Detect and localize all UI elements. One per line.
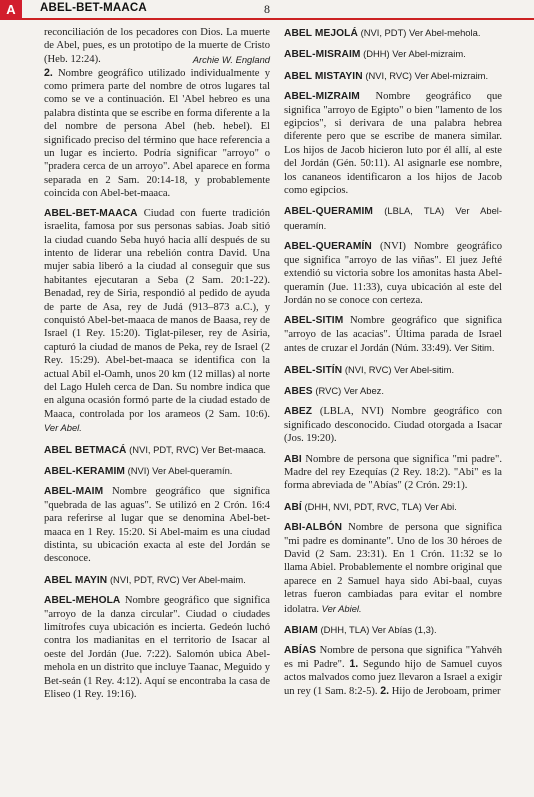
entry-text: Nombre geográfico que significa "arroyo de las acacias". Última parada de Israel antes de cruzar el Jordán (Núm. 33:49). (284, 315, 502, 355)
entry-text: Nombre de persona que significa "Yahvéh es mi Padre". (284, 645, 502, 670)
entry-headword: ABEL-MIZRAIM (284, 91, 360, 103)
entry-abes (284, 384, 502, 398)
cross-reference: (NVI, RVC) Ver Abel-sitim. (344, 363, 455, 375)
entry-headword: ABES (284, 385, 313, 397)
entry-headword: ABI-ALBÓN (284, 522, 343, 534)
entry-abel-mehola (44, 594, 270, 701)
entry-continuation (44, 26, 270, 201)
entry-abel-misraim (284, 47, 502, 61)
entry-headword: ABEL MEJOLÁ (284, 28, 358, 39)
cross-reference: Ver Abel. (44, 422, 82, 434)
entry-text: Nombre geográfico que significa "quebrada de las aguas". Se utilizó en 2 Crón. 16:4 para referirse al lugar que se denomina Abel-bet-maaca en 1 Rey. 15:20. Si Abel-maim es una ciudad distinta, su ubicación exacta al este del Jordán se desconoce. (44, 486, 270, 565)
entry-abez (284, 405, 502, 445)
entry-abiam (284, 623, 502, 637)
entry-abi-albon (284, 521, 502, 616)
entry-text: (LBLA, NVI) Nombre geográfico con significado desconocido. Ciudad otorgada a Isacar (Jos. 19:20). (284, 406, 502, 445)
sense-number: 2. (380, 684, 390, 697)
entry-abel-betmaca (44, 443, 270, 457)
entry-abel-mistayin (284, 69, 502, 83)
section-letter-tab (0, 0, 22, 20)
cross-reference: (LBLA, TLA) Ver Abel-queramín. (284, 205, 502, 231)
cross-reference: (NVI, RVC) Ver Abel-mizraim. (365, 69, 489, 81)
entry-headword: ABEL-QUERAMÍN (284, 241, 372, 253)
entry-text: Nombre geográfico utilizado individualmente y como primera parte del nombre de otros lugares tal como se ve a continuación. El 'Abel hebreo es una palabra distinta que se escribe en forma diferente a la del nombre de persona Abel (heb. hebel). El significado preciso del término que hace referencia a un lugar es incierto. Podría significar "arroyo" o "pradera cerca de un arroyo". Abel aparece en forma separada en 2 Sam. 20:14-18, y probablemente coincida con Abel-bet-maaca. (44, 67, 270, 200)
cross-reference: (DHH, NVI, PDT, RVC, TLA) Ver Abi. (304, 500, 457, 512)
entry-text: Ciudad con fuerte tradición israelita, famosa por sus personas sabias. Joab sitió la ciudad cuando Seba huyó hacia allí después de su intento de liderar una rebelión contra David. Una mujer sabia liberó a la ciudad al conseguir que sus habitantes ejecutaran a Seba (2 Sam. 20:1-22). Benadad, rey de Siria, respondió al pedido de ayuda de parte de Asa, rey de Judá (913–873 a.C.), y conquistó Abel-bet-maaca de manos de Baasa, rey de Israel (1 Rey. 15:20). Tiglat-pileser, rey de Asiria, capturó la ciudad de manos de Peka, rey de Israel (2 Rey. 15:29). Abel-bet-maaca se identifica con la actual Abil el-Oamh, unos 20 km (12 millas) al norte del Lago Huleh cerca de Dan. Su nombre indica que en alguna ocasión formó parte de la ciudad estado de Maaca, controlada por los arameos (2 Sam. 10:6). (44, 207, 270, 420)
entry-headword: ABÍAS (284, 645, 317, 657)
entry-abel-queramin (284, 240, 502, 307)
entry-headword: ABEL-MAIM (44, 486, 104, 498)
entry-text: Segundo hijo de Samuel cuyos actos malvados como juez llevaron a Israel a exigir un rey (1 Sam. 8:2-5). (284, 658, 502, 697)
left-column (44, 26, 270, 709)
right-column (284, 26, 502, 705)
entry-headword: ABÍ (284, 501, 302, 513)
entry-text: Nombre geográfico que significa "arroyo de Egipto" o bien "lamento de los egipcios", si derivara de una palabra hebrea diferente pero que se escribe de manera similar. Los hijos de Jacob hicieron luto por él allí, al este del Jordán (Gén. 50:11). Al asignarle ese nombre, los cananeos identificaron a los hijos de Jacob como egipcios. (284, 91, 502, 197)
author-signature: Archie W. England (192, 54, 270, 66)
entry-abel-mejola (284, 26, 502, 40)
section-letter: A (6, 2, 16, 17)
cross-reference: (NVI) Ver Abel-queramín. (127, 465, 233, 476)
running-head: ABEL-BET-MAACA (40, 2, 147, 14)
page-number: 8 (264, 2, 270, 16)
entry-headword: ABEL BETMACÁ (44, 444, 127, 456)
entry-abias (284, 644, 502, 698)
cross-reference: (DHH, TLA) Ver Abías (1,3). (320, 624, 437, 636)
cross-reference: (NVI, PDT) Ver Abel-mehola. (360, 27, 481, 38)
entry-abi (284, 453, 502, 493)
entry-headword: ABI (284, 453, 302, 465)
entry-headword: ABIAM (284, 625, 318, 637)
entry-headword: ABEL MAYIN (44, 574, 108, 586)
entry-headword: ABEL-SITÍN (284, 364, 343, 376)
entry-headword: ABEL-SITIM (284, 315, 344, 327)
entry-text: (NVI) Nombre geográfico que significa "arroyo de las viñas". El juez Jefté extendió su victoria sobre los amonitas hasta Abel-queramín (Jue. 11:33), cuya ubicación al este del Jordán no se conoce con certeza. (284, 241, 502, 306)
entry-headword: ABEZ (284, 406, 313, 418)
cross-reference: (NVI, PDT, RVC) Ver Bet-maaca. (129, 443, 267, 455)
entry-headword: ABEL-BET-MAACA (44, 207, 138, 219)
entry-abel-mizraim (284, 90, 502, 197)
entry-text: reconciliación de los pecadores con Dios. La muerte de Abel, pues, es un prototipo de la muerte de Cristo (Heb. 12:24). (44, 27, 270, 65)
entry-abel-queramim (284, 204, 502, 233)
cross-reference: Ver Abiel. (321, 602, 362, 614)
header-rule (22, 18, 534, 20)
sense-number: 1. (349, 657, 359, 670)
entry-headword: ABEL-KERAMIM (44, 466, 125, 477)
entry-abel-maim (44, 485, 270, 565)
entry-text: Nombre de persona que significa "mi padre". Madre del rey Ezequías (2 Rey. 18:2). "Abi" es la forma abreviada de "Abías" (2 Crón. 29:1). (284, 453, 502, 492)
entry-headword: ABEL-QUERAMIM (284, 206, 374, 218)
sense-number: 2. (44, 66, 53, 79)
entry-text: Nombre de persona que significa "mi padre es dominante". Uno de los 30 héroes de David (2 Sam. 23:31). En 1 Crón. 11:32 se lo llama Abiel. Probablemente el nombre original que aparece en 2 Samuel haya sido Abi-baal, cuyas letras fueron cambiadas para evitar el nombre idolatra. (284, 522, 502, 615)
entry-text: Nombre geográfico que significa "arroyo de la danza circular". Ciudad o ciudades limítrofes cuya ubicación es incierta. Gedeón luchó contra los madianitas en el territorio de Isacar al oeste del Jordán (Jue. 7:22). Salomón ubica Abel-mehola en un distrito que incluye Taanac, Meguido y Bet-seán (1 Rey. 4:12). Aquí se encontraba la casa de Eliseo (1 Rey. 19:16). (44, 595, 270, 701)
entry-abel-mayin (44, 573, 270, 587)
entry-abel-keramim (44, 464, 270, 478)
cross-reference: (DHH) Ver Abel-mizraim. (363, 48, 466, 60)
entry-headword: ABEL MISTAYIN (284, 70, 363, 82)
cross-reference: (NVI, PDT, RVC) Ver Abel-maim. (109, 573, 246, 585)
entry-abel-bet-maaca (44, 207, 270, 436)
entry-headword: ABEL-MISRAIM (284, 49, 361, 61)
entry-abi-accent (284, 500, 502, 514)
entry-headword: ABEL-MEHOLA (44, 595, 121, 607)
entry-abel-sitim (284, 314, 502, 355)
entry-text: Hijo de Jeroboam, primer (391, 685, 501, 697)
cross-reference: (RVC) Ver Abez. (315, 384, 384, 396)
cross-reference: Ver Sitim. (454, 342, 495, 354)
entry-abel-sitin (284, 363, 502, 377)
